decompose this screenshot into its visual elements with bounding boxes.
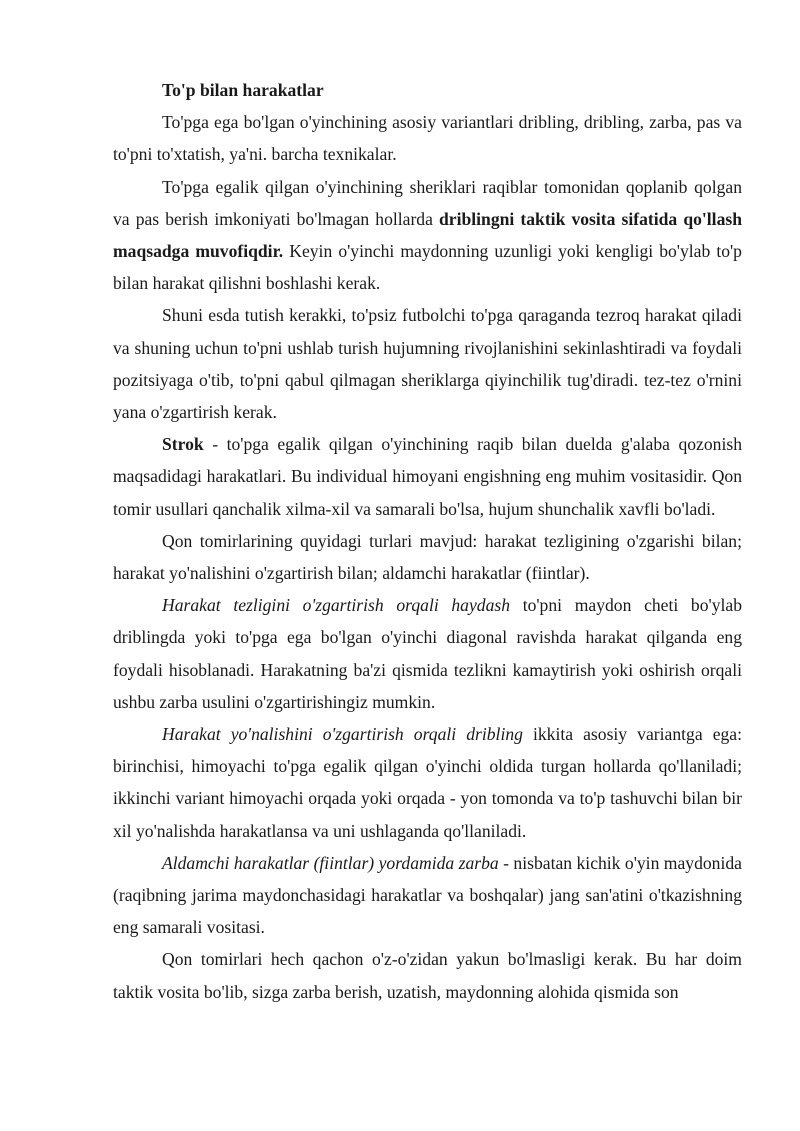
paragraph-4	[113, 428, 742, 525]
paragraph-8-term: Aldamchi harakatlar (fiintlar) yordamida zarba	[162, 852, 499, 873]
paragraph-8	[113, 847, 742, 944]
paragraph-9: Qon tomirlari hech qachon o'z-o'zidan yakun bo'lmasligi kerak. Bu har doim taktik vosita bo'lib, sizga zarba berish, uzatish, maydonning alohida qismida son	[113, 949, 742, 1002]
paragraph-4-term: Strok	[162, 434, 204, 455]
paragraph-2-text: To'pga egalik qilgan o'yinchining sheriklari raqiblar tomonidan qoplanib qolgan va pas berish imkoniyati bo'lmagan hollarda	[113, 176, 742, 229]
paragraph-4-text: - to'pga egalik qilgan o'yinchining raqib bilan duelda g'alaba qozonish maqsadidagi harakatlari. Bu individual himoyani engishning eng muhim vositasidir. Qon tomir usullari qanchalik xilma-xil va samarali bo'lsa, hujum shunchalik xavfli bo'ladi.	[113, 434, 742, 519]
paragraph-3: Shuni esda tutish kerakki, to'psiz futbolchi to'pga qaraganda tezroq harakat qiladi va shuning uchun to'pni ushlab turish hujumning rivojlanishini sekinlashtiradi va foydali pozitsiyaga o'tib, to'pni qabul qilmagan sheriklarga qiyinchilik tug'diradi. tez-tez o'rnini yana o'zgartirish kerak.	[113, 305, 742, 423]
paragraph-6	[113, 589, 742, 718]
paragraph-2-rest: Keyin o'yinchi maydonning uzunligi yoki kengligi bo'ylab to'p bilan harakat qilishni boshlashi kerak.	[113, 241, 742, 294]
paragraph-6-term: Harakat tezligini o'zgartirish orqali haydash	[162, 595, 511, 616]
paragraph-6-text: to'pni maydon cheti bo'ylab driblingda yoki to'pga ega bo'lgan o'yinchi diagonal ravishda harakat qilganda eng foydali hisoblanadi. Harakatning ba'zi qismida tezlikni kamaytirish yoki oshirish orqali ushbu zarba usulini o'zgartirishingiz mumkin.	[113, 595, 742, 712]
paragraph-7	[113, 718, 742, 847]
paragraph-7-text: ikkita asosiy variantga ega: birinchisi, himoyachi to'pga egalik qilgan o'yinchi oldida turgan hollarda qo'llaniladi; ikkinchi variant himoyachi orqada yoki orqada - yon tomonda va to'p tashuvchi bilan bir xil yo'nalishda harakatlansa va uni ushlaganda qo'llaniladi.	[113, 724, 742, 841]
paragraph-8-text: - nisbatan kichik o'yin maydonida (raqibning jarima maydonchasidagi harakatlar va boshqalar) jang san'atini o'tkazishning eng samarali vositasi.	[113, 852, 742, 938]
paragraph-1: To'pga ega bo'lgan o'yinchining asosiy variantlari dribling, dribling, zarba, pas va to'pni to'xtatish, ya'ni. barcha texnikalar.	[113, 112, 742, 165]
section-heading: To'p bilan harakatlar	[162, 80, 324, 100]
paragraph-7-term: Harakat yo'nalishini o'zgartirish orqali dribling	[162, 724, 523, 745]
paragraph-2-bold: driblingni taktik vosita sifatida qo'llash maqsadga muvofiqdir.	[113, 208, 742, 262]
paragraph-5: Qon tomirlarining quyidagi turlari mavjud: harakat tezligining o'zgarishi bilan; harakat yo'nalishini o'zgartirish bilan; aldamchi harakatlar (fiintlar).	[113, 530, 742, 584]
paragraph-2	[113, 171, 742, 300]
